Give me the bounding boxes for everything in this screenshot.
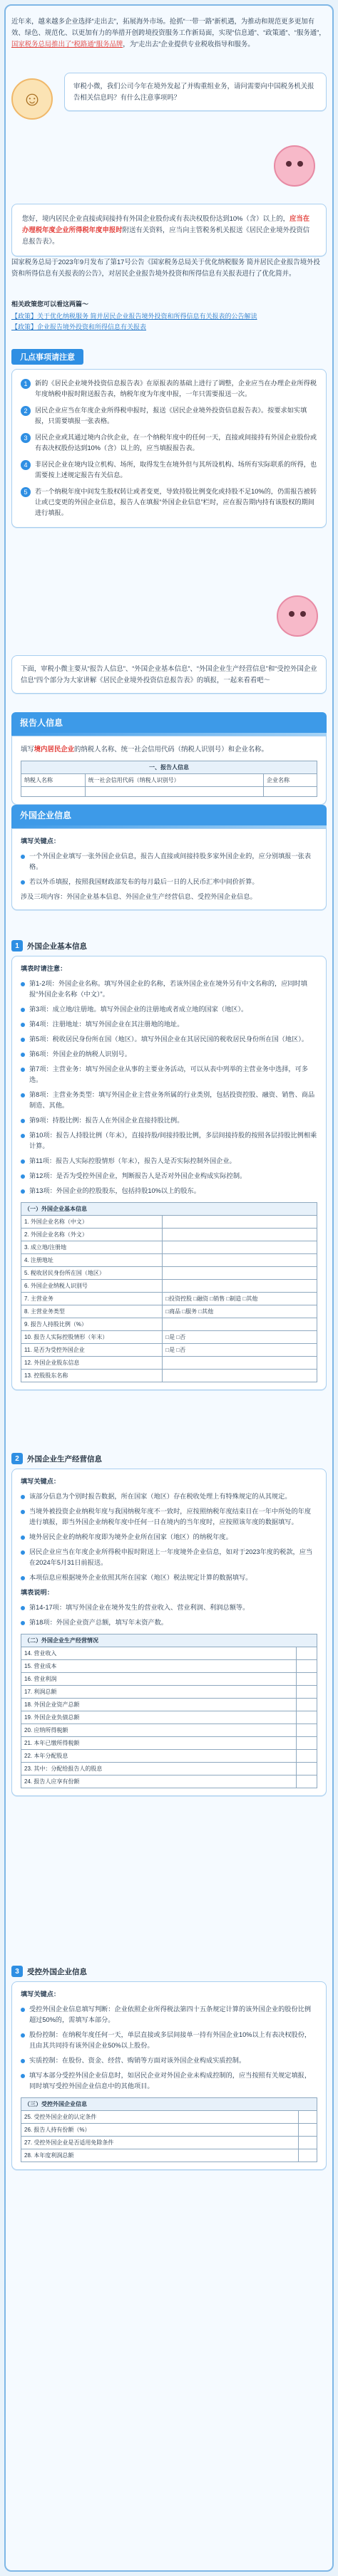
basic-table: （一）外国企业基本信息 1. 外国企业名称（中文） 2. 外国企业名称（外文） 3. 成立地/注册地 4. 注册地址 5. 税收居民身份所在国（地区） 6. 外国企业纳税人识别号 7. 主营业务 □投资控股 □融资 □销售 □制造 □其他 8. 主营业务类型 □商品 □服务 □其他 9. 报告人持股比例（%） 10. 报告人实际控股情形（年末） □是 □否 11. 是否为受控外国企业 □是 □否 12. 外国企业股东信息 13. 控股股东名称 bbox=[21, 1202, 317, 1382]
question-text: 审税小微，我们公司今年在境外发起了并购重组业务，请问需要向中国税务机关报告相关信息吗？有什么注意事项吗？ bbox=[73, 82, 314, 101]
production-table: （二）外国企业生产经营情况 14. 营业收入 15. 营业成本 16. 营业利润 17. 利润总额 18. 外国企业资产总额 19. 外国企业负债总额 20. 应纳所得税额 21. 本年已缴所得税额 22. 本年分配股息 23. 其中：分配给报告人的股息 24. 报告人应享有份额 bbox=[21, 1634, 317, 1788]
answer-text-b: 附送有关资料，应当向主管税务机关报送《居民企业境外投资信息报告表》。 bbox=[22, 226, 310, 245]
mascot-icon bbox=[272, 584, 322, 648]
answer-card bbox=[11, 204, 327, 256]
reporter-section bbox=[11, 712, 327, 805]
intro-text-b: ，为“走出去”企业提供专业税收指导和服务。 bbox=[123, 40, 255, 48]
question-section bbox=[11, 73, 327, 131]
related-link-1[interactable]: 【政策】关于优化纳税服务 简并居民企业报告境外投资和所得信息有关报表的公告解读 bbox=[11, 313, 257, 320]
related-title: 相关政策您可以看这两篇～ bbox=[11, 301, 89, 308]
guide-text: 下面，审税小微主要从“报告人信息”、“外国企业基本信息”、“外国企业生产经营信息”和“受控外国企业信息”四个部分为大家讲解《居民企业境外投资信息报告表》的填报，一起来看看吧～ bbox=[21, 664, 317, 684]
controlled-card: 填写关键点： 受控外国企业信息填写判断：企业依照企业所得税法第四十五条规定计算的该外国企业的股份比例超过50%的，需填写本部分。 股份控制：在纳税年度任何一天，单层直接或多层间接单一持有外国企业10%以上有表决权股份，且由其共同持有该外国企业50%以上股份。 实质控制：在股份、资金、经营、购销等方面对该外国企业构成实质控制。 填写本部分受控外国企业信息时，如居民企业对外国企业未构成控制的，应当按照有关规定填报，同时填写受控外国企业信息中的其他项目。 （三）受控外国企业信息 25. 受控外国企业的认定条件 26. 报告人持有份额（%） 27. 受控外国企业是否适用免除条件 28. 本年度利润总额 bbox=[11, 1981, 327, 2170]
mascot-icon bbox=[270, 134, 319, 198]
notes-section bbox=[11, 349, 327, 528]
note-item: 2 居民企业应当在年度企业所得税申报时，报送《居民企业境外投资信息报告表》。按要求如实填报，只需要填报一张表格。 bbox=[21, 405, 317, 427]
question-card bbox=[64, 73, 327, 111]
mascot-area bbox=[11, 134, 327, 205]
controlled-section: 3 受控外国企业信息 填写关键点： 受控外国企业信息填写判断：企业依照企业所得税法第四十五条规定计算的该外国企业的股份比例超过50%的，需填写本部分。 股份控制：在纳税年度任何一天，单层直接或多层间接单一持有外国企业10%以上有表决权股份，且由其共同持有该外国企业50%以上股份。 实质控制：在股份、资金、经营、购销等方面对该外国企业构成实质控制。 填写本部分受控外国企业信息时，如居民企业对外国企业未构成控制的，应当按照有关规定填报，同时填写受控外国企业信息中的其他项目。 （三）受控外国企业信息 25. 受控外国企业的认定条件 26. 报告人持有份额（%） 27. 受控外国企业是否适用免除条件 28. 本年度利润总额 bbox=[11, 1959, 327, 2170]
controlled-table: （三）受控外国企业信息 25. 受控外国企业的认定条件 26. 报告人持有份额（%） 27. 受控外国企业是否适用免除条件 28. 本年度利润总额 bbox=[21, 2097, 317, 2162]
guide-card bbox=[11, 655, 327, 694]
intro-text-a: 近年来，越来越多企业选择“走出去”，拓展海外市场。抢抓“一带一路”新机遇，为推动和规范更多更加有效、绿色、规范化、以更加有力的举措开创跨境投资服务工作新局面，实现“信息通”、“政策通”、“服务通”， bbox=[11, 17, 326, 36]
policy-paragraph: 国家税务总局于2023年9月发布了第17号公告《国家税务总局关于优化纳税服务 简并居民企业报告境外投资和所得信息有关报表的公告》，对居民企业报告境外投资和所得信息有关报表进行了优化简并。 bbox=[11, 258, 320, 277]
notes-card bbox=[11, 369, 327, 528]
reporter-banner: 报告人信息 bbox=[11, 712, 327, 733]
basic-card: 填表时请注意： 第1-2项：外国企业名称。填写外国企业的名称，若该外国企业在境外另有中文名称的，应同时填报“外国企业名称（中文）”。 第3项：成立地/注册地。填写外国企业的注册地或者成立地的国家（地区）。 第4项：注册地址：填写外国企业在其注册地的地址。 第5项：税收居民身份所在国（地区）。填写外国企业在其居民国的税收居民身份所在国（地区）。 第6项：外国企业的纳税人识别号。 第7项：主营业务：填写外国企业从事的主要业务活动，可以从表中列举的主营业务中选择，可多选。 第8项：主营业务类型：填写外国企业主营业务所属的行业类别，包括投资控股、融资、销售、商品制造、其他。 第9项：持股比例：报告人在外国企业直接持股比例。 第10项：报告人持股比例（年末），直接持股/间接持股比例，多层间接持股的按照各层持股比例相乘计算。 第11项：报告人实际控股情形（年末），报告人是否实际控制外国企业。 第12项：是否为受控外国企业，判断报告人是否对外国企业构成实际控制。 第13项：外国企业的控股股东，包括持股10%以上的股东。 （一）外国企业基本信息 1. 外国企业名称（中文） 2. 外国企业名称（外文） 3. 成立地/注册地 4. 注册地址 5. 税收居民身份所在国（地区） 6. 外国企业纳税人识别号 7. 主营业务 □投资控股 □融资 □销售 □制造 □其他 8. 主营业务类型 □商品 □服务 □其他 9. 报告人持股比例（%） 10. 报告人实际控股情形（年末） □是 □否 11. 是否为受控外国企业 □是 □否 12. 外国企业股东信息 13. 控股股东名称 bbox=[11, 956, 327, 1390]
basic-section: 1 外国企业基本信息 填表时请注意： 第1-2项：外国企业名称。填写外国企业的名称，若该外国企业在境外另有中文名称的，应同时填报“外国企业名称（中文）”。 第3项：成立地/注册地。填写外国企业的注册地或者成立地的国家（地区）。 第4项：注册地址：填写外国企业在其注册地的地址。 第5项：税收居民身份所在国（地区）。填写外国企业在其居民国的税收居民身份所在国（地区）。 第6项：外国企业的纳税人识别号。 第7项：主营业务：填写外国企业从事的主要业务活动，可以从表中列举的主营业务中选择，可多选。 第8项：主营业务类型：填写外国企业主营业务所属的行业类别，包括投资控股、融资、销售、商品制造、其他。 第9项：持股比例：报告人在外国企业直接持股比例。 第10项：报告人持股比例（年末），直接持股/间接持股比例，多层间接持股的按照各层持股比例相乘计算。 第11项：报告人实际控股情形（年末），报告人是否实际控制外国企业。 第12项：是否为受控外国企业，判断报告人是否对外国企业构成实际控制。 第13项：外国企业的控股股东，包括持股10%以上的股东。 （一）外国企业基本信息 1. 外国企业名称（中文） 2. 外国企业名称（外文） 3. 成立地/注册地 4. 注册地址 5. 税收居民身份所在国（地区） 6. 外国企业纳税人识别号 7. 主营业务 □投资控股 □融资 □销售 □制造 □其他 8. 主营业务类型 □商品 □服务 □其他 9. 报告人持股比例（%） 10. 报告人实际控股情形（年末） □是 □否 11. 是否为受控外国企业 □是 □否 12. 外国企业股东信息 13. 控股股东名称 bbox=[11, 933, 327, 1390]
user-avatar-icon: ☺ bbox=[11, 78, 53, 120]
foreign-section bbox=[11, 805, 327, 910]
guide-area bbox=[11, 584, 327, 662]
answer-text-a: 您好，境内居民企业直接或间接持有外国企业股份或有表决权股份达到10%（含）以上的， bbox=[22, 214, 290, 222]
reporter-table: 一、报告人信息 纳税人名称 统一社会信用代码（纳税人识别号） 企业名称 bbox=[21, 761, 317, 797]
foreign-banner: 外国企业信息 bbox=[11, 805, 327, 825]
note-item: 5 若一个纳税年度中间发生股权转让或者变更，导致持股比例变化或持股不足10%的，仍需报告被转让或已变更的外国企业信息，报告人在填报“外国企业信息”栏时，应在报告期内持有该股权的期间进行填报。 bbox=[21, 486, 317, 518]
reporter-card: 填写境内居民企业的纳税人名称、统一社会信用代码（纳税人识别号）和企业名称。 一、报告人信息 纳税人名称 统一社会信用代码（纳税人识别号） 企业名称 bbox=[11, 736, 327, 805]
intro-paragraph bbox=[11, 16, 327, 50]
note-item: 1 新的《居民企业境外投资信息报告表》在原报表的基础上进行了调整，企业应当在办理企业所得税年度纳税申报时附送报告表，纳税年度为年度申报，一年只需要报送一次。 bbox=[21, 378, 317, 400]
related-policies bbox=[11, 299, 327, 333]
foreign-card: 填写关键点： 一个外国企业填写一张外国企业信息，报告人直接或间接持股多家外国企业的，应分别填报一张表格。 若以外币填报，按照我国财政部发布的每月最后一日的人民币汇率中间价折算。 涉及三项内容：外国企业基本信息、外国企业生产经营信息、受控外国企业信息。 bbox=[11, 828, 327, 910]
note-item: 3 居民企业或其通过境内合伙企业，在一个纳税年度中的任何一天，直接或间接持有外国企业股份或有表决权股份达到10%（含）以上的，应当填报报告表。 bbox=[21, 432, 317, 454]
answer-text-red: 应当在办理税年度企业所得税年度申报时 bbox=[22, 214, 310, 234]
note-item: 4 非居民企业在境内设立机构、场所，取得发生在境外但与其所设机构、场所有实际联系的所得，也需要按上述规定报告有关信息。 bbox=[21, 459, 317, 481]
related-link-2[interactable]: 【政策】企业报告境外投资和所得信息有关报表 bbox=[11, 323, 147, 330]
notes-title: 几点事项请注意 bbox=[11, 349, 83, 365]
production-card: 填写关键点： 该部分信息为个别时报告数据，所在国家（地区）存在税收处理上有特殊规定的从其规定。 当境外被投资企业纳税年度与我国纳税年度不一致时，应按照纳税年度结束日在一年中所处的年度进行填报，即当外国企业纳税年度中任何一日在境内的当年度时，应按照该年度的数据填写。 境外居民企业的纳税年度即为境外企业所在国家（地区）的纳税年度。 居民企业应当在年度企业所得税申报时附送上一年度境外企业信息，如对于2023年度的税款，应当在2024年5月31日前报送。 本项信息应根据境外企业依照其所在国家（地区）税法规定计算的数据填写。 填表说明： 第14-17项：填写外国企业在境外发生的营业收入、营业利润、利润总额等。 第18项：外国企业资产总额，填写年末资产数。 （二）外国企业生产经营情况 14. 营业收入 15. 营业成本 16. 营业利润 17. 利润总额 18. 外国企业资产总额 19. 外国企业负债总额 20. 应纳所得税额 21. 本年已缴所得税额 22. 本年分配股息 23. 其中：分配给报告人的股息 24. 报告人应享有份额 bbox=[11, 1469, 327, 1796]
intro-link[interactable]: 国家税务总局推出了“税路通”服务品牌 bbox=[11, 40, 123, 48]
production-section: 2 外国企业生产经营信息 填写关键点： 该部分信息为个别时报告数据，所在国家（地区）存在税收处理上有特殊规定的从其规定。 当境外被投资企业纳税年度与我国纳税年度不一致时，应按照纳税年度结束日在一年中所处的年度进行填报，即当外国企业纳税年度中任何一日在境内的当年度时，应按照该年度的数据填写。 境外居民企业的纳税年度即为境外企业所在国家（地区）的纳税年度。 居民企业应当在年度企业所得税申报时附送上一年度境外企业信息，如对于2023年度的税款，应当在2024年5月31日前报送。 本项信息应根据境外企业依照其所在国家（地区）税法规定计算的数据填写。 填表说明： 第14-17项：填写外国企业在境外发生的营业收入、营业利润、利润总额等。 第18项：外国企业资产总额，填写年末资产数。 （二）外国企业生产经营情况 14. 营业收入 15. 营业成本 16. 营业利润 17. 利润总额 18. 外国企业资产总额 19. 外国企业负债总额 20. 应纳所得税额 21. 本年已缴所得税额 22. 本年分配股息 23. 其中：分配给报告人的股息 24. 报告人应享有份额 bbox=[11, 1446, 327, 1796]
